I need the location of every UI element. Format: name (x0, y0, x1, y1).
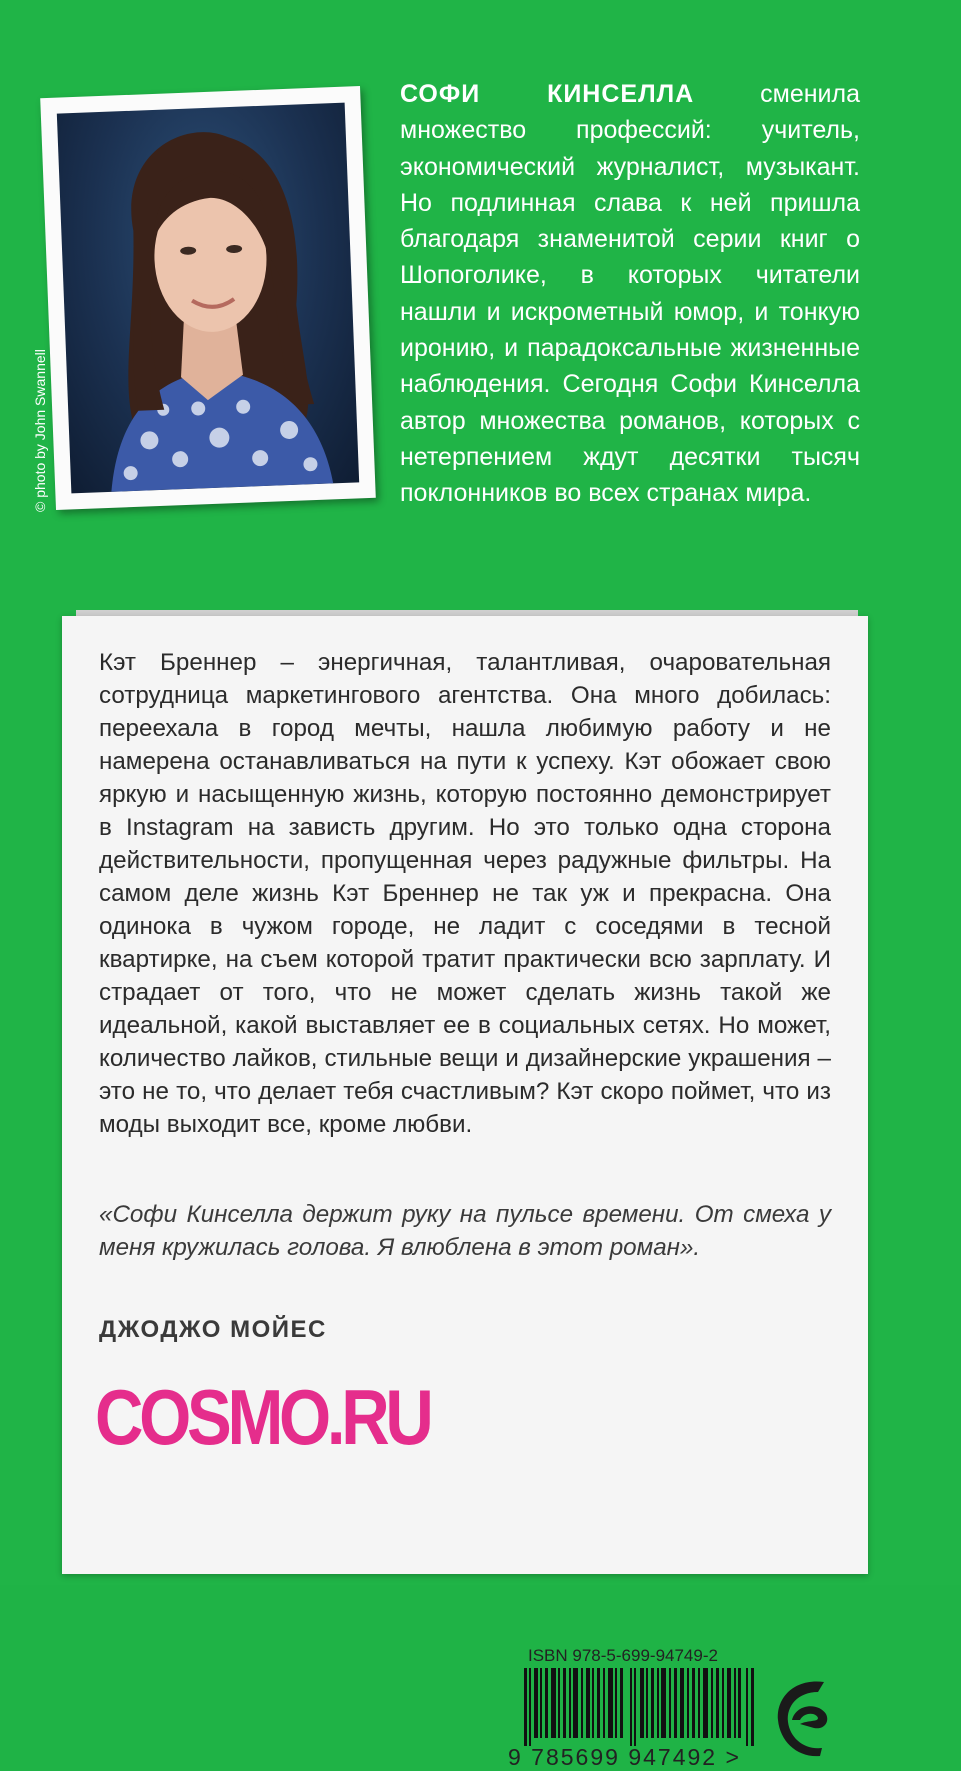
review-quote: «Софи Кинселла держит руку на пульсе времени. От смеха у меня кружилась голова. Я влюблена в этот роман». (99, 1201, 831, 1261)
photo-credit: © photo by John Swannell (32, 349, 48, 512)
author-bio (400, 76, 860, 512)
barcode-icon (524, 1668, 756, 1746)
cosmo-logo: COSMO.RU (95, 1373, 430, 1461)
barcode-digits: 9 785699 947492 > (508, 1744, 741, 1770)
author-photo (57, 103, 359, 494)
isbn-label: ISBN 978-5-699-94749-2 (528, 1646, 718, 1665)
publisher-logo-icon (774, 1676, 836, 1762)
book-description: Кэт Бреннер – энергичная, талантливая, очаровательная сотрудница маркетингового агентства. Она много добилась: переехала в город мечты, нашла любимую работу и не намерена останавливаться на пути к успеху. Кэт обожает свою яркую и насыщенную жизнь, которую постоянно демонстрирует в Instagram на зависть другим. Но это только одна сторона действительности, пропущенная через радужные фильтры. На самом деле жизнь Кэт Бреннер не так уж и прекрасна. Она одинока в чужом городе, не ладит с соседями в тесной квартирке, на съем которой тратит практически всю зарплату. И страдает от того, что не может сделать жизнь такой же идеальной, какой выставляет ее в социальных сетях. Но может, количество лайков, стильные вещи и дизайнерские украшения – это не то, что делает тебя счастливым? Кэт скоро поймет, что из моды выходит все, кроме любви. (99, 649, 831, 1138)
author-photo-frame (40, 86, 376, 510)
description-card (62, 616, 868, 1770)
author-bio-text: сменила множество профессий: учитель, экономический журналист, музыкант. Но подлинная слава к ней пришла благодаря знаменитой серии книг о Шопоголике, в которых читатели нашли и искрометный юмор, и тонкую иронию, и парадоксальные жизненные наблюдения. Сегодня Софи Кинселла автор множества романов, которых с нетерпением ждут десятки тысяч поклонников во всех странах мира. (400, 80, 860, 508)
author-name: СОФИ КИНСЕЛЛА (400, 80, 695, 108)
quote-author: ДЖОДЖО МОЙЕС (99, 1316, 327, 1343)
